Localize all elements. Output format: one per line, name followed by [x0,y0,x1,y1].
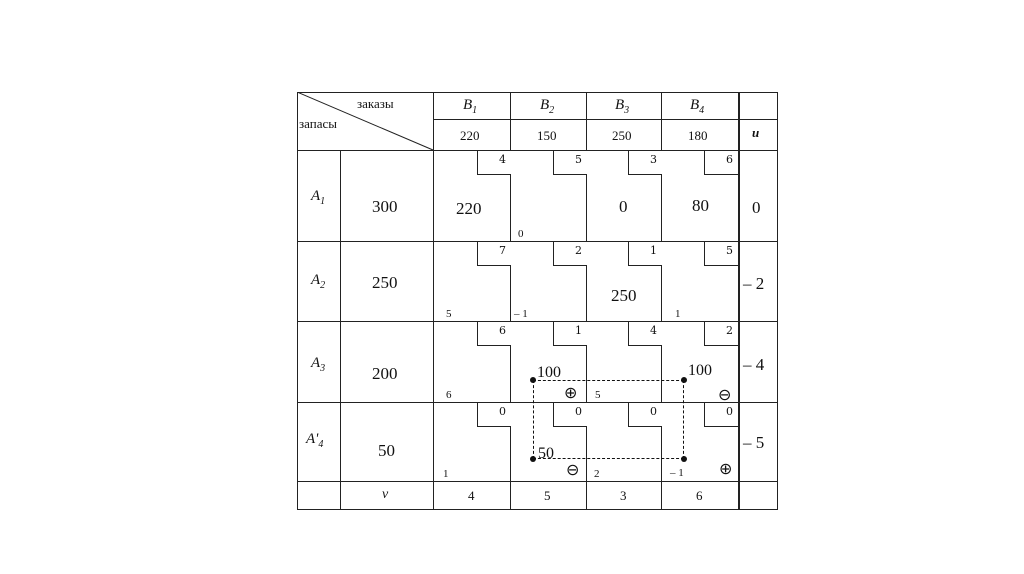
cost-a2-b1: 7 [477,242,511,266]
v-b4: 6 [696,488,703,503]
est-a4-b1: 1 [443,468,449,480]
alloc-a1-b4: 80 [692,196,709,215]
v-b1: 4 [468,488,475,503]
u-a4: – 5 [743,433,765,452]
demand-b3: 250 [612,128,632,143]
demand-b2: 150 [537,128,557,143]
est-a2-b4: 1 [675,308,681,320]
cost-a3-b4: 2 [704,322,738,346]
alloc-a4-b2: 50 [538,445,554,462]
est-a2-b1: 5 [446,308,452,320]
minus-sign-a3-b4: ⊖ [718,385,732,404]
column-header-b4: $B_4$ [690,97,705,116]
cycle-vertex-a4-b4 [681,456,687,462]
alloc-a1-b3: 0 [619,197,628,216]
alloc-a3-b2: 100 [537,364,561,381]
cost-a4-b4: 0 [704,403,738,427]
v-b3: 3 [620,488,627,503]
est-a3-b3: 5 [595,389,601,401]
row-header-a4-prime: $A'_4$ [306,431,324,450]
plus-sign-a4-b4: ⊕ [719,459,733,478]
est-a3-b1: 6 [446,389,452,401]
cost-a1-b3: 3 [628,151,662,175]
alloc-a2-b3: 250 [611,286,637,305]
cost-a1-b4: 6 [704,151,738,175]
cost-a2-b2: 2 [553,242,587,266]
supply-a4: 50 [378,441,395,460]
cost-a4-b1: 0 [477,403,511,427]
supply-a2: 250 [372,273,398,292]
u-a3: – 4 [743,355,765,374]
v-b2: 5 [544,488,551,503]
cost-a1-b2: 5 [553,151,587,175]
cost-a4-b2: 0 [553,403,587,427]
u-a2: – 2 [743,274,765,293]
est-a2-b2: – 1 [514,308,528,320]
row-header-a2: $A_2$ [311,272,326,291]
u-header: u [752,125,760,140]
cost-a2-b3: 1 [628,242,662,266]
est-a1-b2: 0 [518,228,524,240]
supply-a1: 300 [372,197,398,216]
demand-b1: 220 [460,128,480,143]
minus-sign-a4-b2: ⊖ [566,460,580,479]
cost-a3-b2: 1 [553,322,587,346]
column-header-b1: $B_1$ [463,97,478,116]
column-header-b3: $B_3$ [615,97,630,116]
alloc-a3-b4: 100 [688,362,712,379]
stocks-label: запасы [299,116,337,131]
cost-a1-b1: 4 [477,151,511,175]
cycle-vertex-a3-b4 [681,377,687,383]
est-a4-b4: – 1 [670,467,684,479]
v-label: v [382,487,389,502]
cycle-vertex-a4-b2 [530,456,536,462]
demand-b4: 180 [688,128,708,143]
orders-label: заказы [357,96,394,111]
row-header-a3: $A_3$ [311,355,326,374]
u-a1: 0 [752,198,761,217]
cycle-vertex-a3-b2 [530,377,536,383]
cost-a2-b4: 5 [704,242,738,266]
alloc-a1-b1: 220 [456,199,482,218]
est-a4-b3: 2 [594,468,600,480]
cost-a3-b1: 6 [477,322,511,346]
plus-sign-a3-b2: ⊕ [564,383,578,402]
supply-a3: 200 [372,364,398,383]
row-header-a1: $A_1$ [311,188,326,207]
cycle-path [533,380,684,459]
cost-a3-b3: 4 [628,322,662,346]
column-header-b2: $B_2$ [540,97,555,116]
cost-a4-b3: 0 [628,403,662,427]
